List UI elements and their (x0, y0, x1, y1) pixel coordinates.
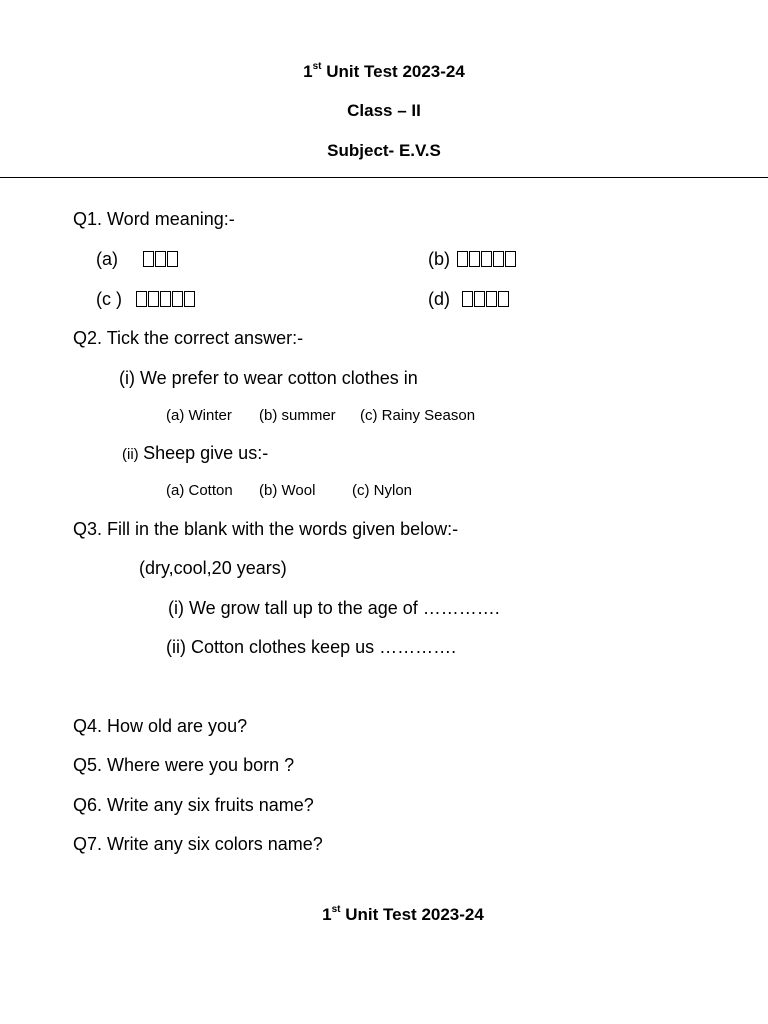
q1-item-c-label: (c ) (96, 289, 122, 309)
q2-sub2-text: Sheep give us:- (143, 443, 269, 463)
footer-title-text: Unit Test 2023-24 (340, 905, 484, 924)
q7: Q7. Write any six colors name? (73, 834, 323, 854)
test-title-number: 1 (303, 62, 313, 81)
q1-item-a-word (143, 249, 179, 270)
q1-item-c-word (136, 289, 196, 310)
q2-sub2-option-a: (a) Cotton (166, 482, 233, 499)
q3-heading: Q3. Fill in the blank with the words given below:- (73, 519, 459, 539)
q1-item-b-label: (b) (428, 249, 450, 269)
q2-sub1-option-c: (c) Rainy Season (360, 407, 476, 424)
q3-word-list: (dry,cool,20 years) (139, 558, 287, 578)
q4: Q4. How old are you? (73, 716, 248, 736)
q2-sub2-option-b: (b) Wool (259, 482, 316, 499)
footer-title-number: 1 (322, 905, 332, 924)
test-title (0, 62, 768, 82)
q2-sub1-option-a: (a) Winter (166, 407, 232, 424)
q2-sub2 (122, 443, 268, 464)
q1-item-a-label: (a) (96, 249, 118, 269)
q1-item-d (428, 289, 510, 310)
footer-title-ordinal: st (331, 904, 341, 916)
class-line: Class – II (347, 101, 421, 120)
q1-item-b-word (457, 249, 517, 270)
q6: Q6. Write any six fruits name? (73, 795, 314, 815)
q2-sub1: (i) We prefer to wear cotton clothes in (119, 368, 418, 388)
q1-item-d-word (462, 289, 510, 310)
subject-line: Subject- E.V.S (327, 141, 441, 160)
q2-sub2-label: (ii) (122, 446, 139, 463)
q1-item-d-label: (d) (428, 289, 450, 309)
q1-heading: Q1. Word meaning:- (73, 209, 235, 229)
footer-test-title (0, 905, 768, 925)
q2-sub1-option-b: (b) summer (259, 407, 336, 424)
q2-heading: Q2. Tick the correct answer:- (73, 328, 304, 348)
test-title-text: Unit Test 2023-24 (321, 62, 465, 81)
test-title-ordinal: st (312, 61, 322, 73)
q1-item-a (96, 249, 179, 270)
q2-sub2-option-c: (c) Nylon (352, 482, 413, 499)
q1-item-b (428, 249, 517, 270)
header-divider (0, 177, 768, 178)
q3-blank-2: (ii) Cotton clothes keep us …………. (166, 637, 457, 657)
q5: Q5. Where were you born ? (73, 755, 295, 775)
q3-blank-1: (i) We grow tall up to the age of …………. (168, 598, 500, 618)
q1-item-c (96, 289, 196, 310)
